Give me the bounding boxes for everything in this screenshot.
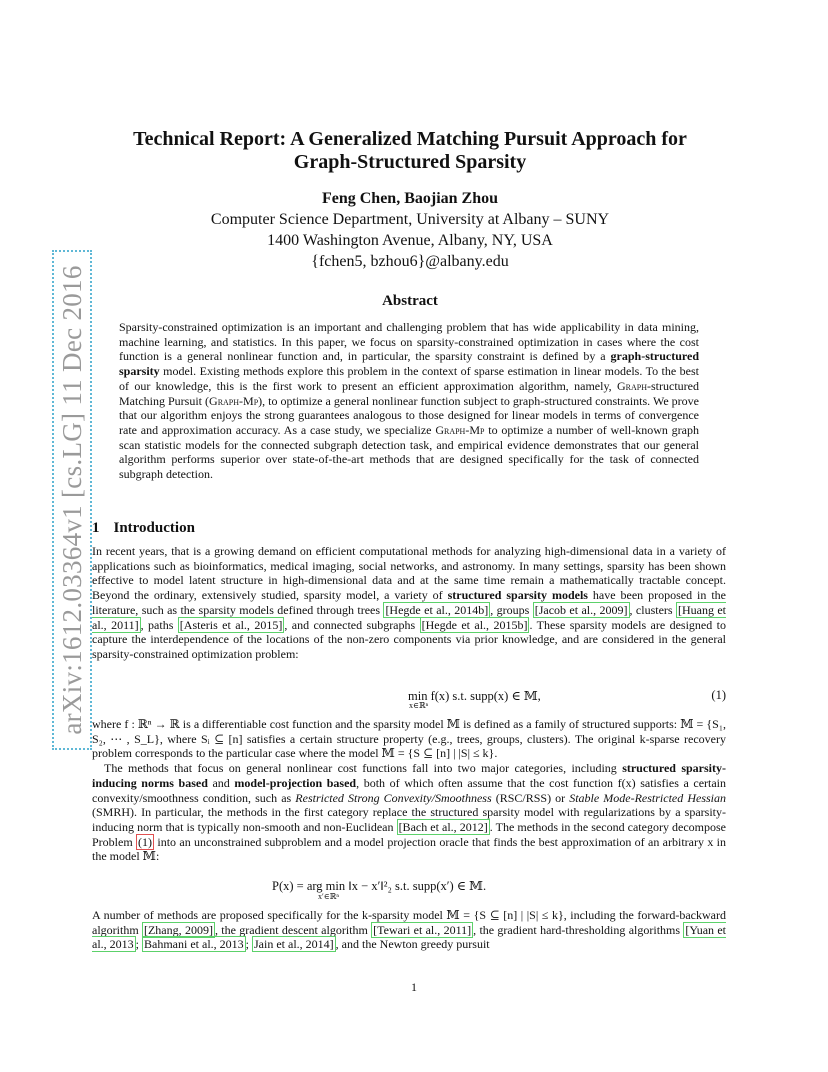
italic-term: Stable Mode-Restricted Hessian	[569, 790, 726, 805]
italic-term: Restricted Strong Convexity/Smoothness	[295, 790, 492, 805]
paragraph-text: , the gradient descent algorithm	[214, 922, 372, 937]
paragraph-text: and	[207, 775, 235, 790]
citation-link[interactable]: [Tewari et al., 2011]	[373, 922, 472, 937]
title-line-2: Graph-Structured Sparsity	[293, 151, 527, 173]
algorithm-name: Graph	[617, 378, 648, 393]
paragraph-text: , groups	[490, 602, 533, 617]
paragraph-text: have been proposed in the literature, such as the sparsity models defined through trees	[92, 588, 726, 617]
equation-body: P(x) = arg min ‖x − x′‖²₂ s.t. supp(x′) ∈ 𝕄.	[272, 879, 487, 893]
paragraph-text: into an unconstrained subproblem and a model projection oracle that finds the best approximation of an arbitrary x in the model 𝕄:	[92, 834, 726, 864]
paragraph-text: The methods that focus on general nonlinear cost functions fall into two major categories, including	[104, 761, 623, 776]
paragraph-text: , clusters	[629, 602, 676, 617]
citation-link[interactable]: [Huang et al., 2011]	[92, 602, 726, 632]
equation-body: min f(x) s.t. supp(x) ∈ 𝕄,	[408, 689, 541, 703]
intro-paragraph-2	[92, 717, 726, 864]
equation-subscript: x∈ℝⁿ	[409, 701, 429, 710]
citation-link[interactable]: Bahmani et al., 2013	[144, 937, 244, 952]
paragraph-text: A number of methods are proposed specifically for the k-sparsity model 𝕄 = {S ⊆ [n] | |S| ≤ k}, including the forward-backward algorithm	[92, 908, 726, 937]
paragraph-text: ;	[135, 937, 143, 952]
paragraph-text: . The methods in the second category decompose Problem	[92, 819, 727, 849]
abstract-heading: Abstract	[382, 293, 438, 309]
citation-link[interactable]: [Bach et al., 2012]	[398, 819, 488, 834]
paragraph-text: . These sparsity models are designed to capture the interdependence of the locations of the non-zero components via prior knowledge, and are considered in the general sparsity-constrained optimization problem:	[92, 617, 726, 661]
paragraph-text: ;	[245, 937, 253, 952]
paragraph-text: , the gradient hard-thresholding algorithms	[473, 922, 684, 937]
page-number: 1	[411, 980, 417, 994]
title-line-1: Technical Report: A Generalized Matching Pursuit Approach for	[133, 128, 687, 150]
author-affiliation: Computer Science Department, University at Albany – SUNY	[210, 211, 610, 228]
section-heading-introduction	[92, 520, 195, 537]
citation-link[interactable]: [Asteris et al., 2015]	[179, 617, 283, 632]
algorithm-name: Graph-Mp	[435, 422, 485, 437]
abstract-text	[119, 320, 699, 482]
paragraph-text: , and connected subgraphs	[284, 617, 420, 632]
abstract-text-part: model. Existing methods explore this problem in the context of sparse estimation in linear models. To the best of our knowledge, this is the first work to present an efficient approximation algorithm, namely,	[119, 364, 699, 393]
author-email: {fchen5, bzhou6}@albany.edu	[311, 253, 509, 270]
paragraph-text: (RSC/RSS) or	[491, 790, 570, 805]
arxiv-identifier[interactable]: arXiv:1612.03364v1 [cs.LG] 11 Dec 2016	[52, 250, 92, 750]
citation-link[interactable]: [Zhang, 2009]	[143, 922, 213, 937]
author-address: 1400 Washington Avenue, Albany, NY, USA	[267, 232, 553, 249]
citation-link[interactable]: [Hegde et al., 2014b]	[385, 602, 489, 617]
intro-paragraph-1	[92, 544, 726, 662]
paragraph-text: where f : ℝⁿ → ℝ is a differentiable cost function and the sparsity model 𝕄 is defined as a family of structured supports: 𝕄 = {S₁, S₂, ⋯ , S_L}, where Sᵢ ⊆ [n] satisfies a certain structure property (e.g., trees, groups, clusters). The original k-sparse recovery problem corresponds to the particular case where the model 𝕄 = {S ⊆ [n] | |S| ≤ k}.	[92, 717, 726, 761]
author-names: Feng Chen, Baojian Zhou	[321, 190, 499, 207]
section-title: Introduction	[113, 520, 195, 536]
equation-1	[92, 688, 726, 714]
abstract-text-part: to optimize a number of well-known graph scan statistic models for the connected subgraph detection task, and empirical evidence demonstrates that our general algorithm performs superior over state-of-the-art methods that are designed specifically for the task of connected subgraph detection.	[119, 422, 700, 482]
paper-title	[92, 128, 728, 174]
equation-projection	[92, 878, 726, 906]
equation-ref-link[interactable]: (1)	[138, 834, 153, 849]
abstract-text-part: Sparsity-constrained optimization is an important and challenging problem that has wide applicability in data mining, machine learning, and statistics. In this paper, we focus on sparsity-constrained optimization in cases where the cost function is a general nonlinear function and, in particular, the sparsity constraint is defined by a	[119, 320, 699, 364]
equation-number: (1)	[711, 688, 726, 702]
abstract-text-part: ), to optimize a general nonlinear function subject to graph-structured constraints. We prove that our algorithm enjoys the strong guarantees analogous to those designed for linear models in terms of convergence rate and approximation accuracy. As a case study, we specialize	[119, 393, 700, 437]
paragraph-text: , and the Newton greedy pursuit	[335, 937, 490, 952]
abstract-text-part: -structured Matching Pursuit (	[119, 378, 699, 408]
bold-term: structured sparsity-inducing norms based	[92, 761, 727, 790]
algorithm-name: Graph-Mp	[209, 393, 259, 408]
paragraph-text: , both of which often assume that the cost function f(x) satisfies a certain convexity/smoothness condition, such as	[92, 775, 727, 805]
abstract-bold-term: graph-structured sparsity	[119, 349, 699, 379]
bold-term: model-projection based	[234, 775, 357, 790]
citation-link[interactable]: Jain et al., 2014]	[254, 937, 334, 952]
citation-link[interactable]: [Yuan et al., 2013	[92, 922, 726, 952]
paragraph-text: , paths	[140, 617, 178, 632]
bold-term: structured sparsity models	[447, 588, 588, 603]
citation-link[interactable]: [Jacob et al., 2009]	[534, 602, 628, 617]
author-block	[92, 188, 728, 272]
equation-subscript: x′∈ℝⁿ	[318, 892, 339, 901]
section-number: 1	[92, 520, 100, 536]
citation-link[interactable]: [Hegde et al., 2015b]	[421, 617, 528, 632]
paragraph-text: (SMRH). In particular, the methods in the first category replace the structured sparsity model with regularizations by a sparsity-inducing norm that is typically non-smooth and non-Euclidean	[92, 805, 726, 834]
arxiv-stamp	[12, 250, 87, 750]
paragraph-text: In recent years, that is a growing demand on efficient computational methods for analyzing high-dimensional data in a variety of applications such as bioinformatics, medical imaging, social networks, and astronomy. In many settings, sparsity has been shown effective to model latent structure in high-dimensional data and at the same time remain a mathematically tractable concept. Beyond the ordinary, extensively studied, sparsity model, a variety of	[92, 544, 726, 603]
intro-paragraph-3	[92, 908, 726, 952]
